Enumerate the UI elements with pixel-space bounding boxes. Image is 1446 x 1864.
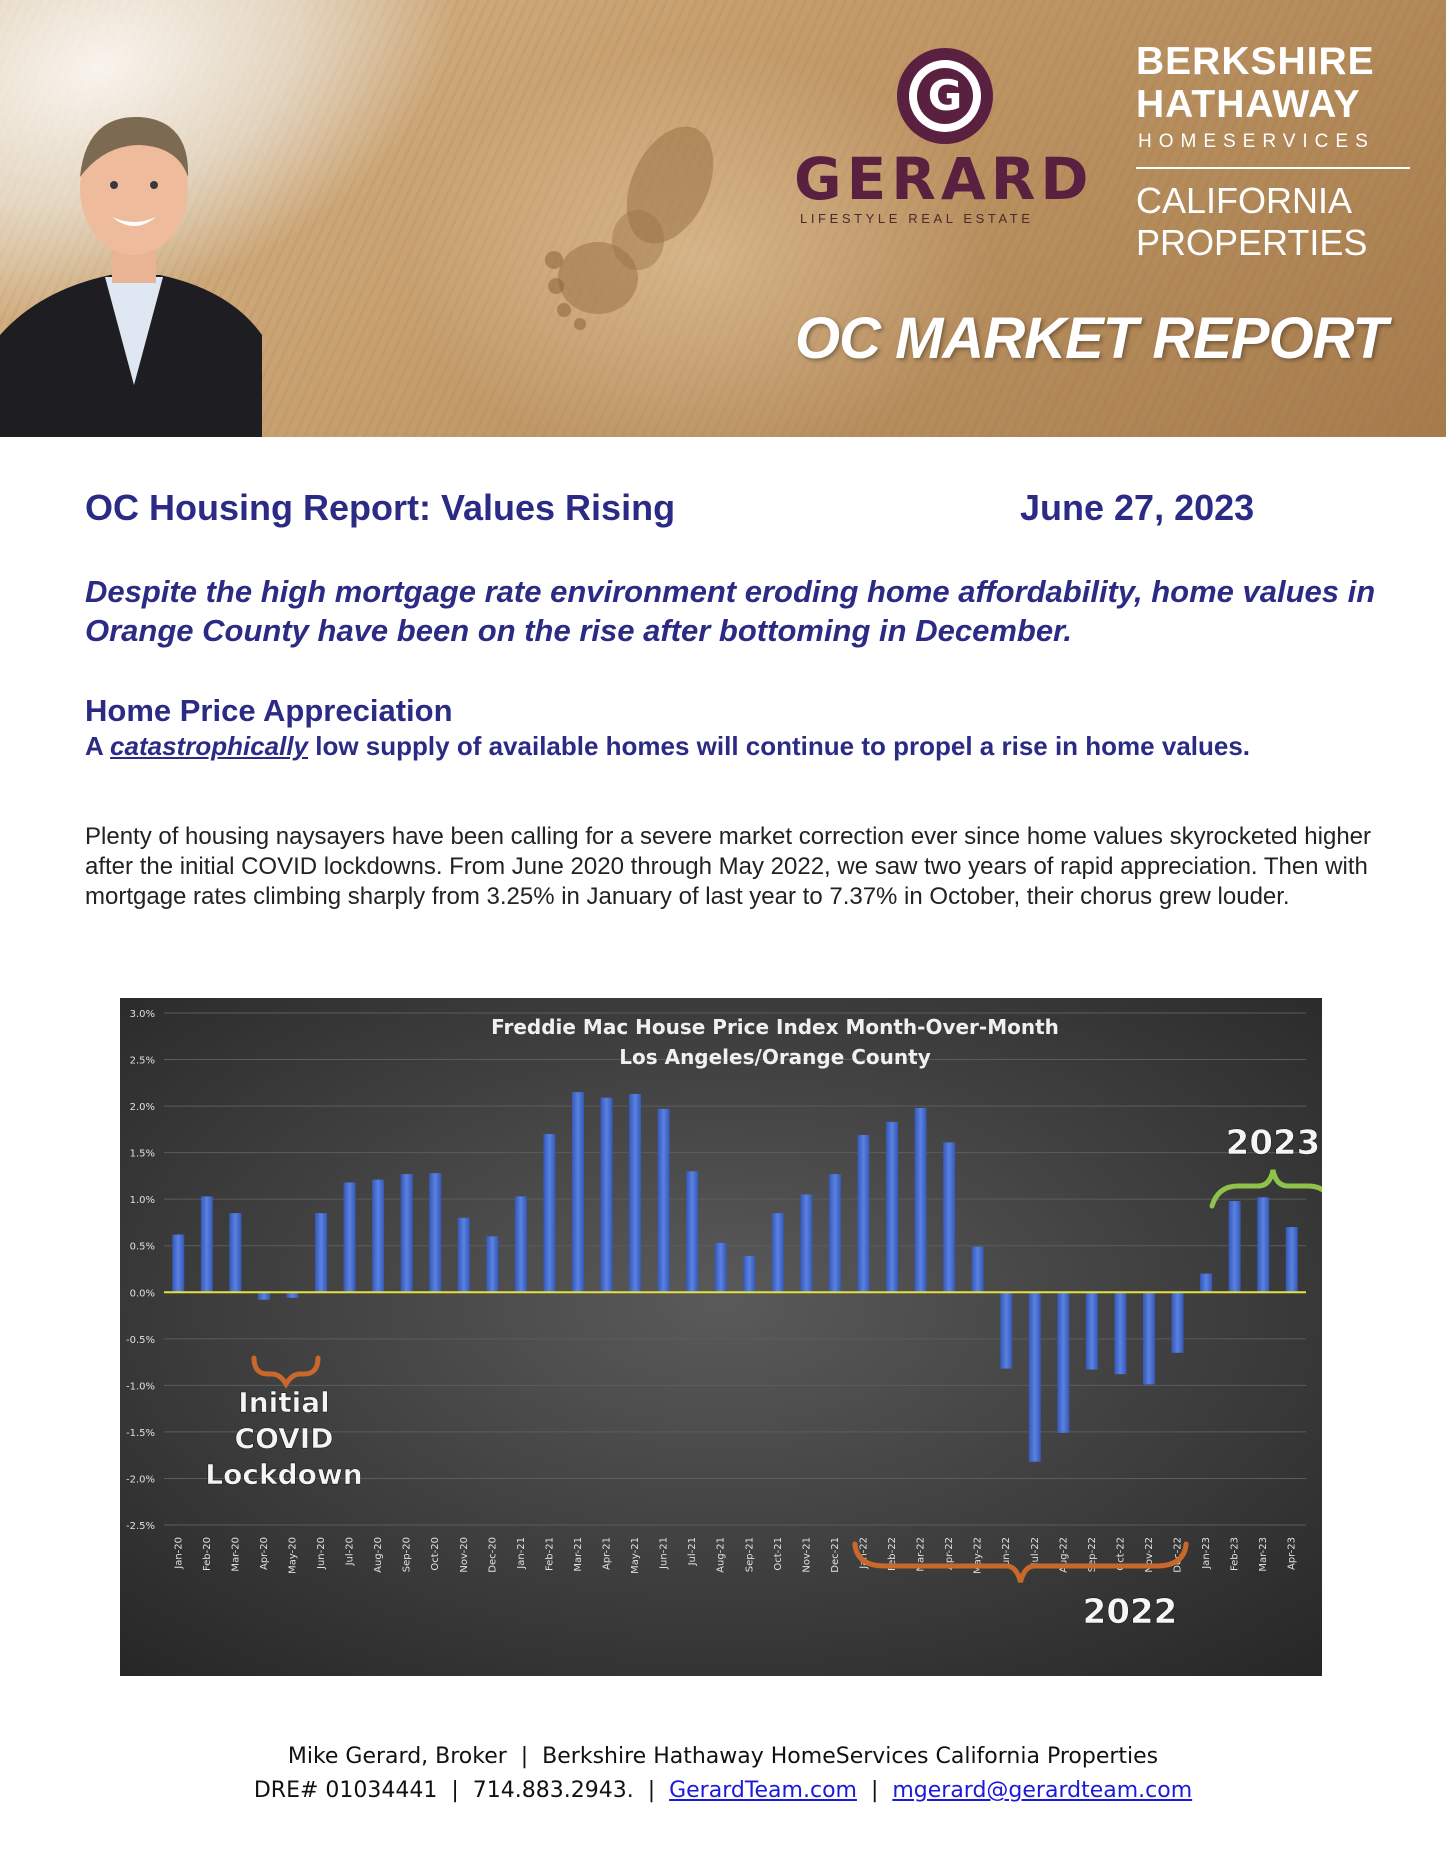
- bar: [715, 1243, 727, 1292]
- agent-portrait: [0, 85, 270, 437]
- chart-subtitle: Los Angeles/Orange County: [619, 1045, 931, 1069]
- section-title: Home Price Appreciation: [85, 693, 453, 728]
- bar: [857, 1135, 869, 1292]
- x-tick-label: May-22: [972, 1537, 984, 1574]
- bar: [458, 1218, 470, 1292]
- x-tick-label: Nov-20: [458, 1537, 470, 1573]
- article-date: June 27, 2023: [1020, 487, 1255, 528]
- gerard-logo-icon: [895, 46, 995, 146]
- article-headline: OC Housing Report: Values Rising: [85, 487, 676, 528]
- x-tick-label: Aug-22: [1058, 1537, 1070, 1573]
- bar: [344, 1182, 356, 1292]
- footer-line2: [0, 1774, 1446, 1808]
- x-tick-label: Jun-20: [316, 1537, 328, 1569]
- x-tick-label: Jun-21: [658, 1537, 670, 1569]
- bar: [1000, 1292, 1012, 1368]
- bh-logo-divider: [1136, 167, 1410, 169]
- x-tick-label: Apr-21: [601, 1537, 613, 1570]
- y-tick-label: -2.5%: [125, 1521, 155, 1532]
- bh-logo-line2: HATHAWAY: [1136, 83, 1361, 126]
- y-tick-label: 1.0%: [129, 1195, 155, 1207]
- chart-background: [120, 998, 1322, 1676]
- chart-title: Freddie Mac House Price Index Month-Over-Month: [491, 1015, 1059, 1039]
- x-tick-label: Jan-22: [858, 1537, 870, 1569]
- x-tick-label: Nov-22: [1143, 1537, 1155, 1573]
- body-paragraph: Plenty of housing naysayers have been calling for a severe market correction ever since home values skyrocketed higher after the initial COVID lockdowns. From June 2020 through May 2022, we saw two years of rapid appreciation. Then with mortgage rates climbing sharply from 3.25% in January of last year to 7.37% in October, their chorus grew louder.: [85, 823, 1372, 910]
- x-tick-label: Jan-20: [173, 1537, 185, 1569]
- bar: [686, 1171, 698, 1292]
- x-tick-label: Aug-21: [715, 1537, 727, 1573]
- bar: [1200, 1274, 1212, 1293]
- bar: [401, 1174, 413, 1292]
- y-tick-label: -1.5%: [125, 1427, 155, 1439]
- x-tick-label: Apr-20: [258, 1537, 270, 1570]
- y-tick-label: 0.0%: [129, 1288, 155, 1300]
- x-tick-label: Dec-20: [487, 1537, 499, 1573]
- footer-dre-phone: DRE# 01034441 | 714.883.2943. |: [253, 1778, 670, 1803]
- x-tick-label: Nov-21: [801, 1537, 813, 1573]
- bar: [258, 1292, 270, 1299]
- x-tick-label: Aug-20: [373, 1537, 385, 1573]
- x-tick-label: Feb-20: [201, 1537, 213, 1572]
- bar: [1229, 1201, 1241, 1292]
- x-tick-label: Mar-21: [572, 1537, 584, 1572]
- gerard-wordmark: GERARD: [794, 145, 1094, 213]
- x-tick-label: Feb-23: [1229, 1537, 1241, 1572]
- bar: [886, 1122, 898, 1292]
- bar: [915, 1108, 927, 1292]
- y-tick-label: 2.0%: [129, 1102, 155, 1114]
- x-tick-label: Jan-21: [515, 1537, 527, 1569]
- bar: [172, 1235, 184, 1293]
- gerard-tagline: LIFESTYLE REAL ESTATE: [800, 211, 1034, 226]
- x-tick-label: Sep-22: [1086, 1537, 1098, 1573]
- bar: [515, 1196, 527, 1292]
- bh-logo-line5: PROPERTIES: [1136, 222, 1368, 263]
- section-sub-emphasis: catastrophically: [110, 731, 309, 761]
- bar: [1057, 1292, 1069, 1433]
- bar: [772, 1213, 784, 1292]
- x-tick-label: Oct-22: [1115, 1537, 1127, 1571]
- bar: [572, 1092, 584, 1292]
- section-sub-post: low supply of available homes will continue to propel a rise in home values.: [308, 731, 1251, 761]
- x-tick-label: Feb-22: [887, 1537, 899, 1572]
- bar: [800, 1195, 812, 1293]
- label-2023: 2023: [1225, 1123, 1321, 1163]
- bar: [1172, 1292, 1184, 1353]
- header-banner: [0, 0, 1446, 437]
- hpi-chart: [120, 998, 1322, 1676]
- bh-logo-line1: BERKSHIRE: [1136, 40, 1375, 83]
- x-tick-label: Feb-21: [544, 1537, 556, 1572]
- footer-separator: |: [856, 1778, 893, 1803]
- hpi-chart-svg: [120, 998, 1322, 1676]
- bar: [601, 1098, 613, 1293]
- bar: [1257, 1197, 1269, 1292]
- bar: [1114, 1292, 1126, 1374]
- y-tick-label: -1.0%: [125, 1381, 155, 1393]
- footer: [0, 1740, 1446, 1808]
- x-tick-label: Dec-22: [1172, 1537, 1184, 1573]
- y-tick-label: -0.5%: [125, 1334, 155, 1346]
- bar: [429, 1173, 441, 1292]
- bar: [229, 1213, 241, 1292]
- bar: [1086, 1292, 1098, 1369]
- bar: [943, 1142, 955, 1292]
- bh-logo-line3: HOMESERVICES: [1138, 131, 1375, 152]
- x-tick-label: May-21: [630, 1537, 642, 1574]
- section-subtitle: [85, 731, 1405, 762]
- article-lede: Despite the high mortgage rate environment eroding home affordability, home values in Orange County have been on the rise after bottoming in December.: [85, 574, 1376, 648]
- bar: [1143, 1292, 1155, 1384]
- y-tick-label: 0.5%: [129, 1241, 155, 1253]
- report-title: OC MARKET REPORT: [795, 306, 1387, 371]
- x-tick-label: Sep-20: [401, 1537, 413, 1573]
- footer-line1: Mike Gerard, Broker | Berkshire Hathaway HomeServices California Properties: [287, 1744, 1159, 1769]
- x-tick-label: May-20: [287, 1537, 299, 1574]
- bh-logo-line4: CALIFORNIA: [1136, 180, 1353, 221]
- x-tick-label: Jul-22: [1029, 1537, 1041, 1566]
- svg-text:G: G: [927, 71, 963, 120]
- x-tick-label: Oct-20: [430, 1537, 442, 1571]
- x-tick-label: Jun-22: [1001, 1537, 1013, 1569]
- bar: [201, 1196, 213, 1292]
- x-tick-label: Oct-21: [772, 1537, 784, 1571]
- bar: [658, 1109, 670, 1292]
- covid-annotation: Initial COVID Lockdown: [205, 1386, 363, 1491]
- y-tick-label: 1.5%: [129, 1148, 155, 1160]
- bar: [629, 1094, 641, 1292]
- bar: [486, 1236, 498, 1292]
- y-tick-label: 2.5%: [129, 1055, 155, 1067]
- y-tick-label: -2.0%: [125, 1474, 155, 1486]
- email-link[interactable]: mgerard@gerardteam.com: [892, 1778, 1193, 1803]
- bar: [829, 1174, 841, 1292]
- x-tick-label: Mar-22: [915, 1537, 927, 1572]
- bar: [972, 1247, 984, 1293]
- label-2022: 2022: [1082, 1592, 1178, 1632]
- bar: [543, 1134, 555, 1292]
- bar: [743, 1256, 755, 1292]
- x-tick-label: Mar-23: [1258, 1537, 1270, 1572]
- bar: [1029, 1292, 1041, 1461]
- bar: [1286, 1227, 1298, 1292]
- website-link[interactable]: GerardTeam.com: [669, 1778, 857, 1803]
- x-tick-label: Mar-20: [230, 1537, 242, 1572]
- x-tick-label: Apr-22: [944, 1537, 956, 1570]
- footprint-image: [520, 110, 760, 340]
- x-tick-label: Jul-21: [687, 1537, 699, 1566]
- section-sub-pre: A: [85, 731, 111, 761]
- x-tick-label: Jan-23: [1201, 1537, 1213, 1569]
- x-tick-label: Apr-23: [1286, 1537, 1298, 1570]
- x-tick-label: Sep-21: [744, 1537, 756, 1573]
- bar: [315, 1213, 327, 1292]
- bar: [372, 1180, 384, 1293]
- x-tick-label: Jul-20: [344, 1537, 356, 1566]
- y-tick-label: 3.0%: [129, 1009, 155, 1020]
- x-tick-label: Dec-21: [829, 1537, 841, 1573]
